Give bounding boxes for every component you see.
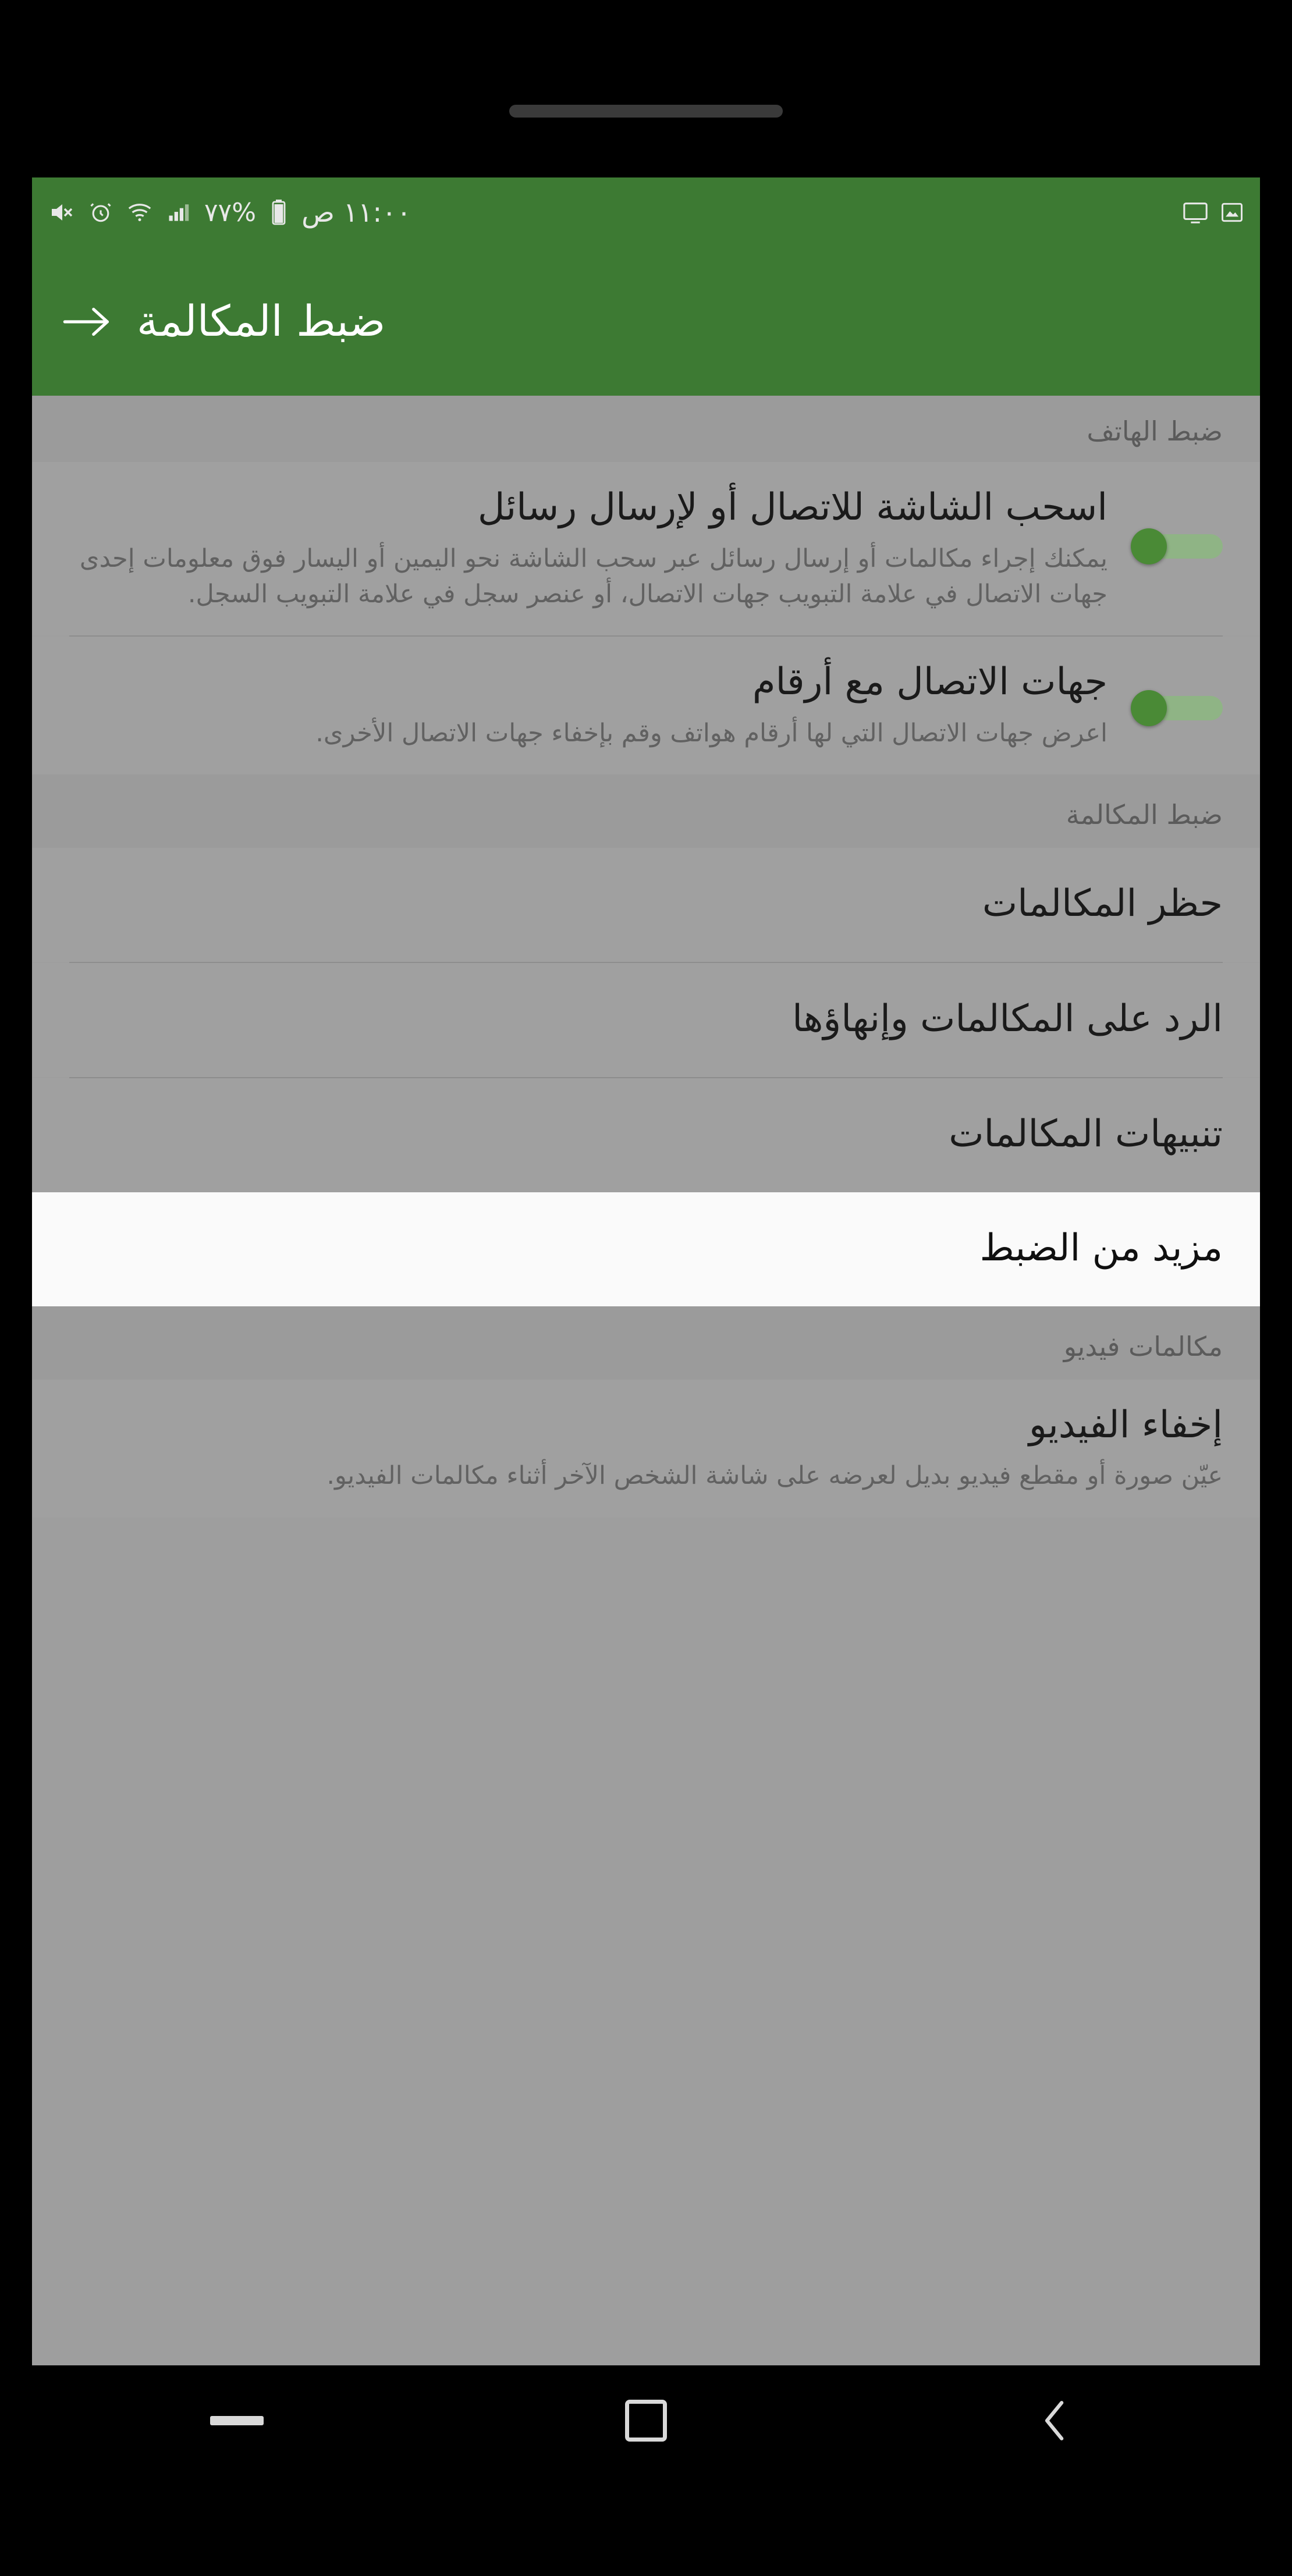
section-header-phone-settings: ضبط الهاتف — [32, 396, 1260, 462]
recents-icon — [210, 2416, 264, 2425]
row-texts — [69, 880, 1223, 928]
row-texts — [69, 996, 1223, 1043]
row-title: تنبيهات المكالمات — [949, 1112, 1223, 1156]
screenshot-icon — [1219, 200, 1245, 225]
phone-screen — [32, 177, 1260, 2365]
cast-icon — [1182, 199, 1209, 226]
system-navigation-bar — [32, 2365, 1260, 2476]
status-bar-left — [1182, 199, 1245, 226]
back-arrow-icon[interactable] — [62, 297, 112, 347]
row-swipe-to-call[interactable] — [32, 462, 1260, 635]
nav-recents-button[interactable] — [182, 2386, 292, 2456]
row-subtitle: اعرض جهات الاتصال التي لها أرقام هواتف وقم بإخفاء جهات الاتصال الأخرى. — [315, 718, 1108, 748]
row-title: الرد على المكالمات وإنهاؤها — [792, 997, 1223, 1040]
row-title: حظر المكالمات — [982, 882, 1223, 925]
toggle-thumb — [1131, 690, 1167, 726]
row-texts — [69, 659, 1108, 751]
section-header-call-settings: ضبط المكالمة — [32, 774, 1260, 848]
toggle-swipe-to-call[interactable] — [1131, 528, 1223, 563]
alarm-icon — [88, 200, 113, 225]
speaker-grille — [509, 105, 783, 118]
row-texts — [69, 1402, 1223, 1494]
row-texts — [69, 1111, 1223, 1159]
status-bar — [32, 177, 1260, 247]
status-clock: ١١:٠٠ ص — [301, 196, 411, 229]
row-title: جهات الاتصال مع أرقام — [752, 660, 1108, 703]
settings-list[interactable] — [32, 396, 1260, 2365]
signal-icon — [166, 200, 191, 225]
nav-home-button[interactable] — [591, 2386, 701, 2456]
mute-icon — [47, 198, 75, 226]
row-title: مزيد من الضبط — [979, 1226, 1223, 1270]
toggle-thumb — [1131, 528, 1167, 564]
row-title: اسحب الشاشة للاتصال أو لإرسال رسائل — [477, 486, 1108, 529]
row-subtitle: عيّن صورة أو مقطع فيديو بديل لعرضه على شاشة الشخص الآخر أثناء مكالمات الفيديو. — [326, 1461, 1223, 1491]
home-icon — [625, 2400, 667, 2442]
row-contacts-with-numbers[interactable] — [32, 637, 1260, 774]
row-title: إخفاء الفيديو — [1028, 1403, 1223, 1447]
page-title: ضبط المكالمة — [137, 297, 386, 346]
row-call-alerts[interactable] — [32, 1078, 1260, 1192]
app-bar — [32, 247, 1260, 396]
row-answering-ending-calls[interactable] — [32, 963, 1260, 1077]
toggle-contacts-with-numbers[interactable] — [1131, 690, 1223, 725]
wifi-icon — [126, 199, 153, 226]
row-texts — [69, 1225, 1223, 1273]
row-more-settings[interactable] — [32, 1192, 1260, 1306]
back-icon — [1039, 2396, 1071, 2445]
section-header-video-calls: مكالمات فيديو — [32, 1306, 1260, 1380]
nav-back-button[interactable] — [1000, 2386, 1110, 2456]
row-hide-video[interactable] — [32, 1380, 1260, 1518]
row-texts — [69, 484, 1108, 612]
row-subtitle: يمكنك إجراء مكالمات أو إرسال رسائل عبر سحب الشاشة نحو اليمين أو اليسار فوق معلومات إحدى جهات الاتصال في علامة التبويب جهات الاتصال، أو عنصر سجل في علامة التبويب السجل. — [79, 543, 1108, 609]
status-bar-right — [47, 197, 411, 229]
battery-icon — [269, 198, 289, 226]
row-call-blocking[interactable] — [32, 848, 1260, 962]
battery-percent-label: ٧٧% — [204, 197, 257, 228]
